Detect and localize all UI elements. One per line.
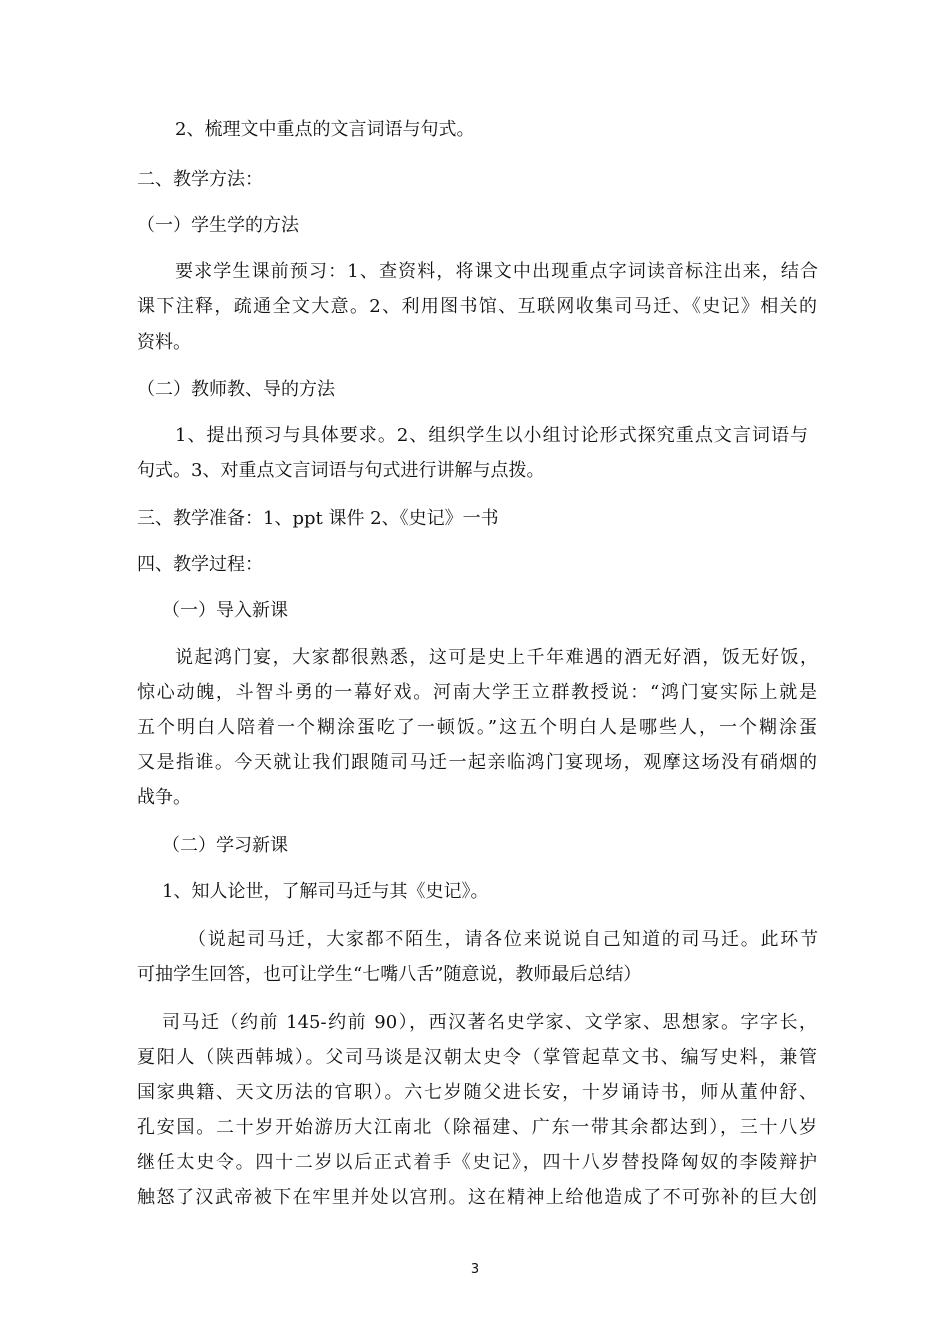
- paragraph-line: 夏阳人（陕西韩城）。父司马谈是汉朝太史令（掌管起草文书、编写史料，兼管: [137, 1047, 817, 1068]
- subheading-introduction: （一）导入新课: [162, 600, 288, 621]
- paragraph-line: 司马迁（约前 145-约前 90），西汉著名史学家、文学家、思想家。字字长，: [162, 1012, 817, 1033]
- paragraph-line: 又是指谁。今天就让我们跟随司马迁一起亲临鸿门宴现场，观摩这场没有硝烟的: [137, 752, 817, 773]
- paragraph-line: 1、提出预习与具体要求。2、组织学生以小组讨论形式探究重点文言词语与: [175, 425, 808, 446]
- subheading-teacher-methods: （二）教师教、导的方法: [137, 379, 335, 400]
- paragraph-line: 课下注释，疏通全文大意。2、利用图书馆、互联网收集司马迁、《史记》相关的: [137, 296, 817, 317]
- paragraph-line: 说起鸿门宴，大家都很熟悉，这可是史上千年难遇的酒无好酒，饭无好饭，: [175, 647, 818, 668]
- paragraph-line: 国家典籍、天文历法的官职）。六七岁随父进长安，十岁诵诗书，师从董仲舒、: [137, 1082, 817, 1103]
- section-heading-teaching-methods: 二、教学方法：: [137, 169, 263, 190]
- section-heading-preparation: 三、教学准备：1、ppt 课件 2、《史记》一书: [137, 508, 499, 529]
- lesson-step-1: 1、知人论世，了解司马迁与其《史记》。: [162, 881, 489, 902]
- objective-2: 2、梳理文中重点的文言词语与句式。: [175, 119, 475, 140]
- paragraph-line: 触怒了汉武帝被下在牢里并处以宫刑。这在精神上给他造成了不可弥补的巨大创: [137, 1187, 817, 1208]
- paragraph-line: 孔安国。二十岁开始游历大江南北（除福建、广东一带其余都达到），三十八岁: [137, 1117, 817, 1138]
- paragraph-line: 五个明白人陪着一个糊涂蛋吃了一顿饭。”这五个明白人是哪些人，一个糊涂蛋: [137, 717, 817, 738]
- paragraph-line: 资料。: [137, 332, 191, 353]
- section-heading-teaching-process: 四、教学过程：: [137, 554, 263, 575]
- paragraph-line: 继任太史令。四十二岁以后正式着手《史记》，四十八岁替投降匈奴的李陵辩护: [137, 1152, 817, 1173]
- paragraph-line: 要求学生课前预习：1、查资料，将课文中出现重点字词读音标注出来，结合: [175, 261, 818, 282]
- paragraph-line: （说起司马迁，大家都不陌生，请各位来说说自己知道的司马迁。此环节: [188, 929, 818, 950]
- subheading-new-lesson: （二）学习新课: [162, 835, 288, 856]
- paragraph-line: 句式。3、对重点文言词语与句式进行讲解与点拨。: [137, 460, 545, 481]
- paragraph-line: 战争。: [137, 787, 191, 808]
- page-number: 3: [470, 1262, 480, 1277]
- paragraph-line: 惊心动魄，斗智斗勇的一幕好戏。河南大学王立群教授说：“鸿门宴实际上就是: [137, 682, 817, 703]
- subheading-student-methods: （一）学生学的方法: [137, 215, 299, 236]
- paragraph-line: 可抽学生回答，也可让学生“七嘴八舌”随意说，教师最后总结）: [137, 964, 642, 985]
